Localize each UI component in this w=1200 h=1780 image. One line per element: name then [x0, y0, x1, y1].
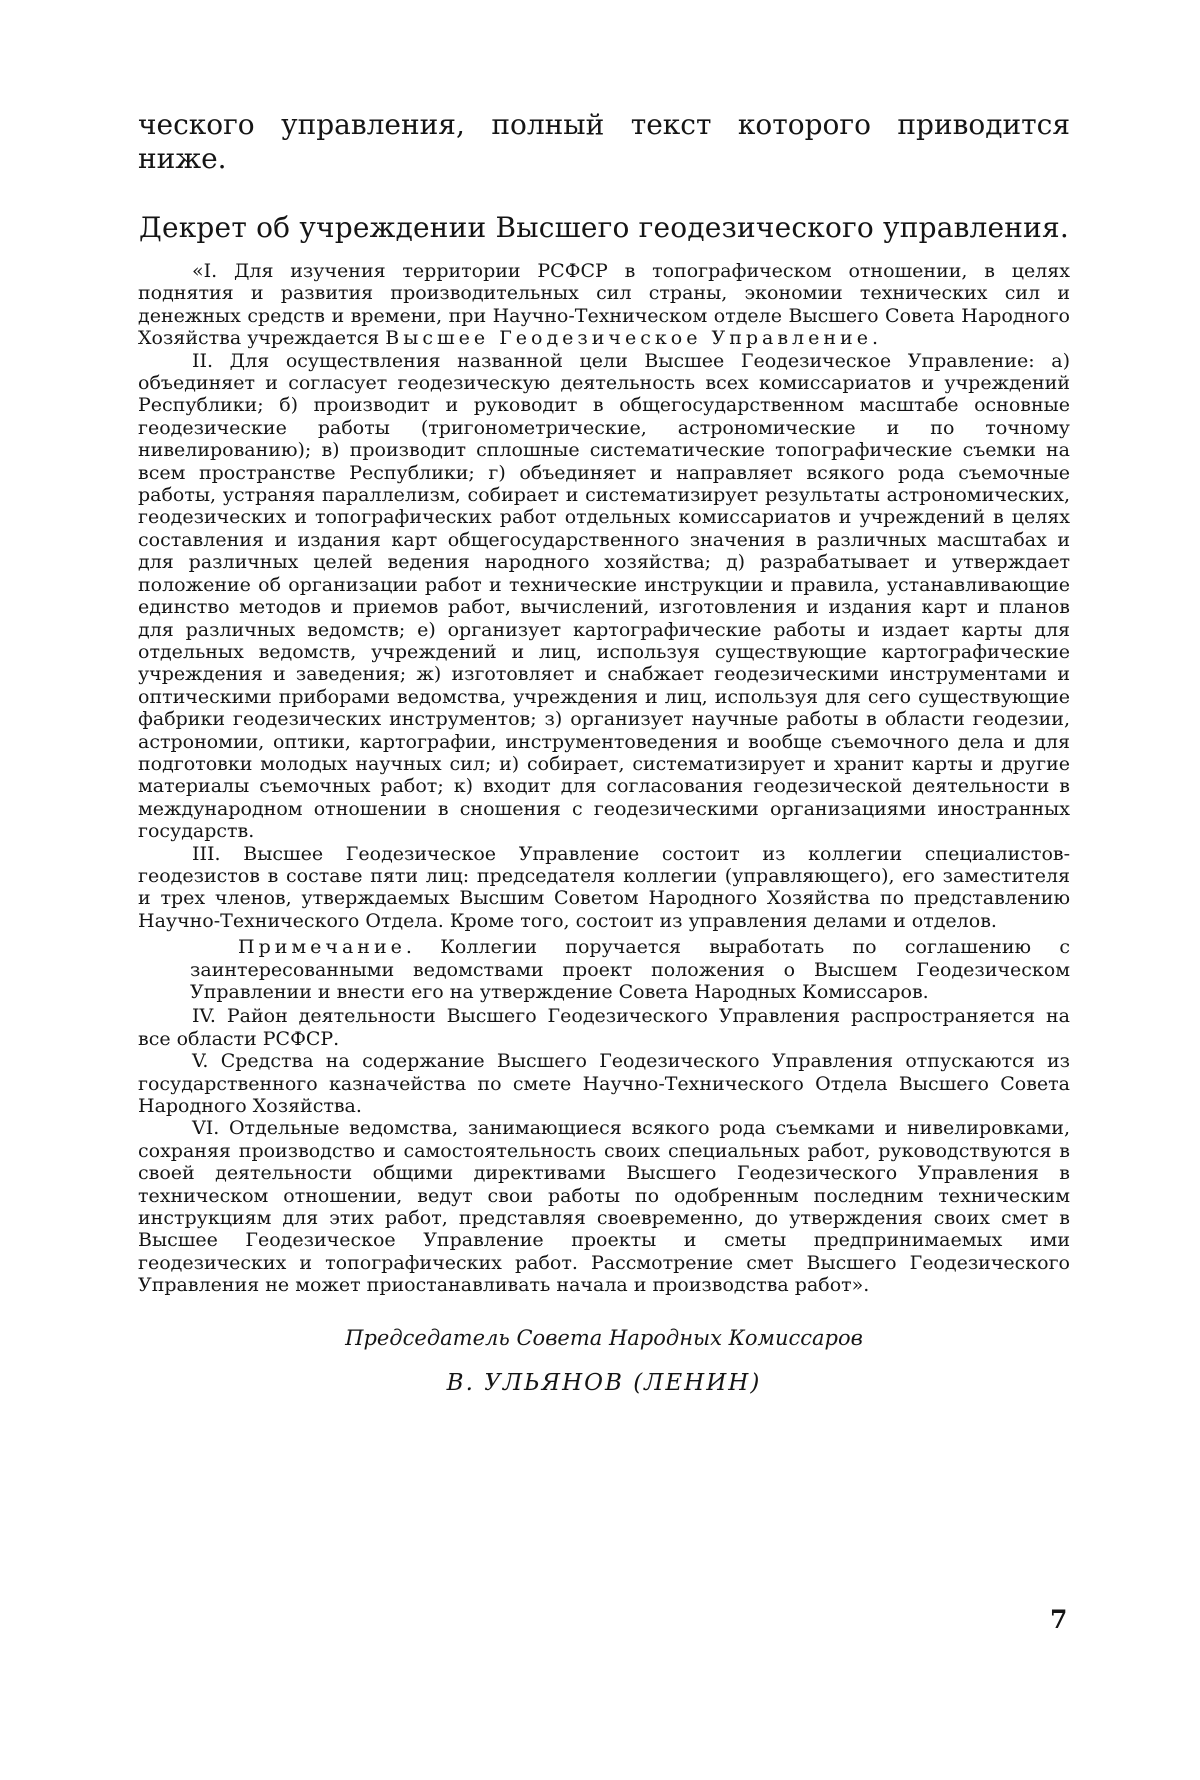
decree-section-4: IV. Район деятельности Высшего Геодезического Управления распространяется на все области РСФСР.: [138, 1005, 1070, 1050]
signature-role: Председатель Совета Народных Комиссаров: [138, 1325, 1070, 1351]
decree-body: [138, 260, 1070, 1297]
decree-section-5: V. Средства на содержание Высшего Геодезического Управления отпускаются из государственного казначейства по смете Научно-Технического Отдела Высшего Совета Народного Хозяйства.: [138, 1050, 1070, 1117]
note-text: . Коллегии поручается выработать по соглашению с заинтересованными ведомствами проект положения о Высшем Геодезическом Управлении и внести его на утверждение Совета Народных Комиссаров.: [190, 936, 1070, 1003]
note-label: Примечание: [238, 936, 406, 958]
section-1-text: «I. Для изучения территории РСФСР в топографическом отношении, в целях поднятия и развития производительных сил страны, экономии технических сил и денежных средств и времени, при Научно-Техническом отделе Высшего Совета Народного Хозяйства учреждается: [138, 260, 1070, 349]
decree-section-1: [138, 260, 1070, 350]
page-number: 7: [1050, 1605, 1067, 1634]
decree-section-6: VI. Отдельные ведомства, занимающиеся всякого рода съемками и нивелировками, сохраняя производство и самостоятельность своих специальных работ, руководствуются в своей деятельности общими директивами Высшего Геодезического Управления в техническом отношении, ведут свои работы по одобренным последним техническим инструкциям для этих работ, представляя своевременно, до утверждения своих смет в Высшее Геодезическое Управление проекты и сметы предпринимаемых ими геодезических и топографических работ. Рассмотрение смет Высшего Геодезического Управления не может приостанавливать начала и производства работ».: [138, 1117, 1070, 1296]
intro-text: [138, 108, 1070, 176]
decree-heading: Декрет об учреждении Высшего геодезического управления.: [138, 210, 1070, 246]
intro-line-2: ниже.: [138, 142, 1070, 176]
document-page: [138, 108, 1070, 1397]
decree-section-2: II. Для осуществления названной цели Высшее Геодезическое Управление: а) объединяет и согласует геодезическую деятельность всех комиссариатов и учреждений Республики; б) производит и руководит в общегосударственном масштабе основные геодезические работы (тригонометрические, астрономические и по точному нивелированию); в) производит сплошные систематические топографические съемки на всем пространстве Республики; г) объединяет и направляет всякого рода съемочные работы, устраняя параллелизм, собирает и систематизирует результаты астрономических, геодезических и топографических работ отдельных комиссариатов и учреждений в целях составления и издания карт общегосударственного значения в различных масштабах и для различных целей ведения народного хозяйства; д) разрабатывает и утверждает положение об организации работ и технические инструкции и правила, устанавливающие единство методов и приемов работ, вычислений, изготовления и издания карт и планов для различных ведомств; е) организует картографические работы и издает карты для отдельных ведомств, учреждений и лиц, используя существующие картографические учреждения и заведения; ж) изготовляет и снабжает геодезическими инструментами и оптическими приборами ведомства, учреждения и лиц, используя для сего существующие фабрики геодезических инструментов; з) организует научные работы в области геодезии, астрономии, оптики, картографии, инструментоведения и вообще съемочного дела и для подготовки молодых научных сил; и) собирает, систематизирует и хранит карты и другие материалы съемочных работ; к) входит для согласования геодезической деятельности в международном отношении в сношения с геодезическими организациями иностранных государств.: [138, 350, 1070, 843]
section-1-end: .: [872, 327, 878, 349]
section-1-spaced-title: Высшее Геодезическое Управление: [385, 327, 872, 349]
decree-section-3: III. Высшее Геодезическое Управление состоит из коллегии специалистов-геодезистов в составе пяти лиц: председателя коллегии (управляющего), его заместителя и трех членов, утверждаемых Высшим Советом Народного Хозяйства по представлению Научно-Технического Отдела. Кроме того, состоит из управления делами и отделов.: [138, 843, 1070, 933]
signature-name: В. УЛЬЯНОВ (ЛЕНИН): [138, 1369, 1070, 1397]
decree-note: [190, 936, 1070, 1003]
intro-line-1: ческого управления, полный текст которого приводится: [138, 108, 1070, 142]
